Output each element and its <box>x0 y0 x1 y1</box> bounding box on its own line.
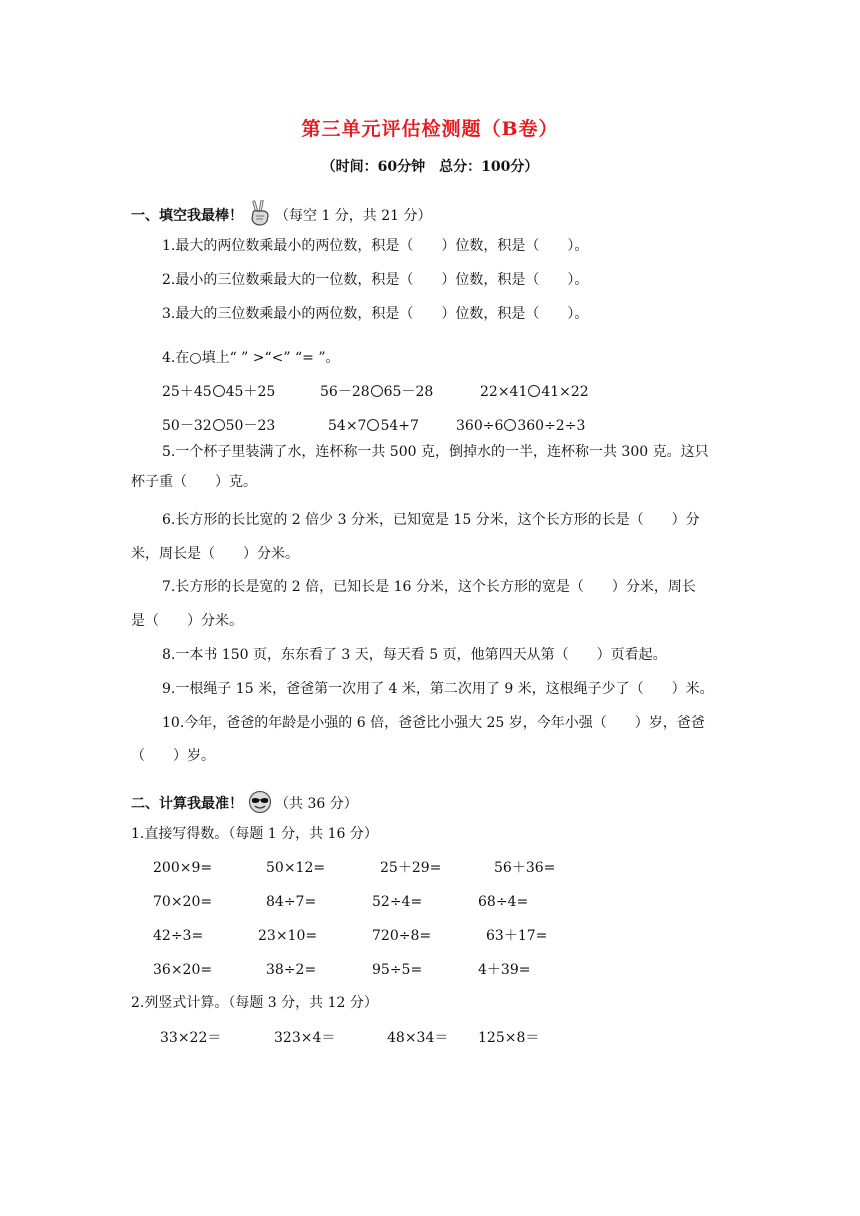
section-2-heading: 二、计算我最准！ <box>131 796 243 812</box>
calc-item: 52÷4= <box>372 894 423 910</box>
compare-item: 50－32 50－23 <box>162 418 276 434</box>
calc-item: 84÷7= <box>266 894 317 910</box>
calc-item: 36×20= <box>153 962 213 978</box>
calc-item: 42÷3= <box>153 928 204 944</box>
question-10-line-2: （ ）岁。 <box>131 748 215 764</box>
question-5-line-2: 杯子重（ ）克。 <box>131 474 257 490</box>
question-7-line-1: 7.长方形的长是宽的 2 倍，已知长是 16 分米，这个长方形的宽是（ ）分米，周长 <box>162 579 696 595</box>
blank-circle[interactable] <box>367 419 379 431</box>
calc-item: 200×9= <box>153 860 213 876</box>
section-1-note: （每空 1 分，共 21 分） <box>275 208 432 224</box>
compare-item: 360÷6 360÷2÷3 <box>456 418 586 434</box>
sunglasses-face-icon <box>247 790 273 818</box>
calc-item: 23×10= <box>258 928 318 944</box>
question-4: 4.在○填上“ ” >“<” “= ”。 <box>162 350 340 366</box>
vertical-calc-item: 48×34＝ <box>387 1030 449 1046</box>
question-7-line-2: 是（ ）分米。 <box>131 613 243 629</box>
calc-item: 50×12= <box>266 860 326 876</box>
section-2-heading-row <box>131 790 358 818</box>
blank-circle[interactable] <box>371 385 383 397</box>
page-subtitle: （时间：60分钟 总分：100分） <box>321 159 539 175</box>
blank-circle[interactable] <box>504 419 516 431</box>
calc-item: 70×20= <box>153 894 213 910</box>
section-1-heading: 一、填空我最棒！ <box>131 208 243 224</box>
calc-item: 720÷8= <box>372 928 432 944</box>
vertical-calc-item: 323×4＝ <box>274 1030 336 1046</box>
question-8: 8.一本书 150 页，东东看了 3 天，每天看 5 页，他第四天从第（ ）页看起。 <box>162 647 667 663</box>
calc-item: 63＋17= <box>486 928 548 944</box>
question-1: 1.最大的两位数乘最小的两位数，积是（ ）位数，积是（ ）。 <box>162 238 589 254</box>
vertical-calc-item: 33×22＝ <box>160 1030 222 1046</box>
question-6-line-2: 米，周长是（ ）分米。 <box>131 546 299 562</box>
calc-item: 68÷4= <box>478 894 529 910</box>
compare-item: 56－28 65－28 <box>320 384 434 400</box>
sub-section-2-heading: 2.列竖式计算。（每题 3 分，共 12 分） <box>131 995 378 1011</box>
sub-section-1-heading: 1.直接写得数。（每题 1 分，共 16 分） <box>131 826 378 842</box>
compare-item: 54×7 54+7 <box>328 418 419 434</box>
blank-circle[interactable] <box>528 385 540 397</box>
calc-item: 95÷5= <box>372 962 423 978</box>
calc-item: 25＋29= <box>380 860 442 876</box>
blank-circle[interactable] <box>213 419 225 431</box>
question-5-line-1: 5.一个杯子里装满了水，连杯称一共 500 克，倒掉水的一半，连杯称一共 300 克。这只 <box>162 444 709 460</box>
victory-hand-icon <box>247 200 273 230</box>
vertical-calc-item: 125×8＝ <box>478 1030 540 1046</box>
question-9: 9.一根绳子 15 米，爸爸第一次用了 4 米，第二次用了 9 米，这根绳子少了（ ）米。 <box>162 681 714 697</box>
page-title: 第三单元评估检测题（B卷） <box>301 118 559 140</box>
calc-item: 4＋39= <box>478 962 531 978</box>
section-1-heading-row <box>131 200 432 230</box>
calc-item: 56＋36= <box>494 860 556 876</box>
calc-item: 38÷2= <box>266 962 317 978</box>
question-3: 3.最大的三位数乘最小的两位数，积是（ ）位数，积是（ ）。 <box>162 306 589 322</box>
compare-item: 25＋45 45＋25 <box>162 384 276 400</box>
blank-circle[interactable] <box>213 385 225 397</box>
compare-item: 22×41 41×22 <box>480 384 589 400</box>
question-10-line-1: 10.今年，爸爸的年龄是小强的 6 倍，爸爸比小强大 25 岁，今年小强（ ）岁，爸爸 <box>162 715 705 731</box>
section-2-note: （共 36 分） <box>275 796 358 812</box>
question-6-line-1: 6.长方形的长比宽的 2 倍少 3 分米，已知宽是 15 分米，这个长方形的长是（ ）分 <box>162 512 700 528</box>
question-2: 2.最小的三位数乘最大的一位数，积是（ ）位数，积是（ ）。 <box>162 272 589 288</box>
